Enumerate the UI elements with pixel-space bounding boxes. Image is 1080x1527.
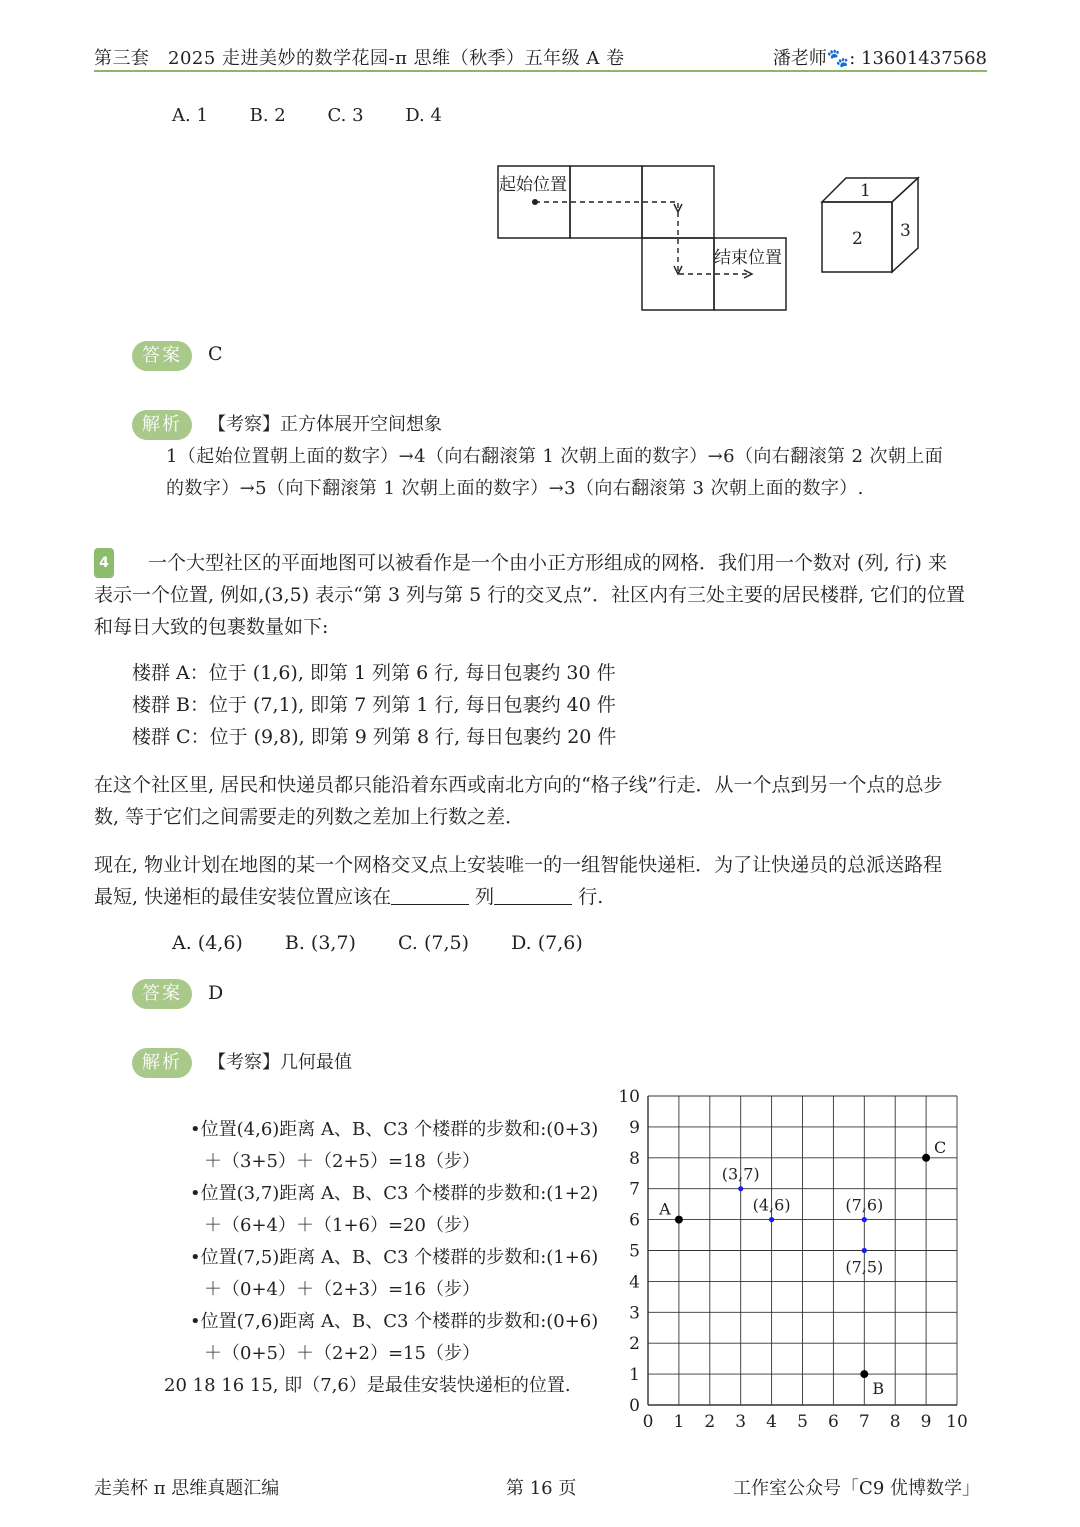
x-tick-label: 7 <box>858 1412 870 1432</box>
y-tick-label: 7 <box>629 1179 640 1200</box>
cube-diagram <box>818 174 926 278</box>
x-tick-label: 2 <box>704 1412 716 1432</box>
x-tick-label: 0 <box>642 1412 654 1432</box>
candidate-point <box>738 1186 743 1191</box>
q4-answer: D <box>208 982 224 1004</box>
solution-line: 位置(7,5)距离 A、B、C3 个楼群的步数和:(1+6) <box>200 1247 599 1268</box>
q3-option-c: C. 3 <box>327 105 364 126</box>
q4-rule-line: 数, 等于它们之间需要走的列数之差加上行数之差． <box>94 806 525 828</box>
coordinate-grid-chart <box>612 1082 972 1434</box>
x-tick-label: 6 <box>827 1412 839 1432</box>
candidate-label: (3,7) <box>721 1164 760 1184</box>
y-tick-label: 6 <box>629 1210 640 1231</box>
solution-item: •位置(3,7)距离 A、B、C3 个楼群的步数和:(1+2) <box>190 1183 599 1204</box>
row-answer-blank[interactable] <box>494 884 572 905</box>
solution-line: ＋（6+4）＋（1+6）=20（步） <box>204 1215 480 1236</box>
q4-analysis-tag: 解析 <box>132 1048 192 1078</box>
solution-conclusion: 20 18 16 15, 即（7,6）是最佳安装快递柜的位置. <box>164 1375 571 1396</box>
x-tick-label: 8 <box>889 1412 901 1432</box>
q3-answer-tag: 答案 <box>132 341 192 371</box>
candidate-label: (7,6) <box>845 1195 884 1215</box>
q3-option-b: B. 2 <box>249 105 286 126</box>
q4-rule-line: 在这个社区里, 居民和快递员都只能沿着东西或南北方向的“格子线”行走．从一个点到另一个点的总步 <box>94 774 943 796</box>
y-tick-label: 3 <box>629 1303 640 1324</box>
candidate-label: (4,6) <box>752 1195 791 1215</box>
q4-ask-text: 最短, 快递柜的最佳安装位置应该在 <box>94 886 392 908</box>
y-tick-label: 9 <box>629 1117 640 1138</box>
cube-top-number: 1 <box>860 181 871 201</box>
q4-stem-line: 一个大型社区的平面地图可以被看作是一个由小正方形组成的网格．我们用一个数对 (列, 行) 来 <box>148 552 947 574</box>
solution-item: •位置(7,6)距离 A、B、C3 个楼群的步数和:(0+6) <box>190 1311 599 1332</box>
q4-ask-line2 <box>94 881 603 913</box>
q4-stem-line: 和每日大致的包裹数量如下: <box>94 616 329 638</box>
q4-number-badge: 4 <box>94 548 114 578</box>
solution-item: •位置(4,6)距离 A、B、C3 个楼群的步数和:(0+3) <box>190 1119 599 1140</box>
q4-ask-row-word: 行. <box>578 886 604 908</box>
q3-analysis-line: 1（起始位置朝上面的数字）→4（向右翻滚第 1 次朝上面的数字）→6（向右翻滚第 2 次朝上面 <box>166 446 944 467</box>
q4-stem-line: 表示一个位置, 例如,(3,5) 表示“第 3 列与第 5 行的交叉点”．社区内有三处主要的居民楼群, 它们的位置 <box>94 584 966 606</box>
q4-option-b: B. (3,7) <box>284 932 356 954</box>
building-label: C <box>933 1137 947 1157</box>
candidate-point <box>862 1248 867 1253</box>
solution-line: ＋（0+4）＋（2+3）=16（步） <box>204 1279 480 1300</box>
building-label: A <box>659 1199 671 1219</box>
cube-net-diagram <box>496 164 792 314</box>
end-label: 结束位置 <box>714 248 782 268</box>
start-label: 起始位置 <box>499 175 567 195</box>
q3-analysis-topic: 【考察】正方体展开空间想象 <box>208 414 442 435</box>
footer-book-title: 走美杯 π 思维真题汇编 <box>94 1478 280 1499</box>
y-tick-label: 4 <box>629 1272 640 1293</box>
q3-options <box>172 105 478 126</box>
q4-option-a: A. (4,6) <box>172 932 243 954</box>
candidate-label: (7,5) <box>845 1257 884 1277</box>
q4-option-d: D. (7,6) <box>511 932 583 954</box>
y-tick-label: 2 <box>629 1334 640 1355</box>
building-label: B <box>872 1379 885 1399</box>
solution-line: 位置(7,6)距离 A、B、C3 个楼群的步数和:(0+6) <box>200 1311 599 1332</box>
q4-answer-tag: 答案 <box>132 979 192 1009</box>
y-tick-label: 1 <box>629 1365 640 1386</box>
q3-option-d: D. 4 <box>405 105 442 126</box>
candidate-point <box>769 1217 774 1222</box>
q4-ask-line: 现在, 物业计划在地图的某一个网格交叉点上安装唯一的一组智能快递柜．为了让快递员的总派送路程 <box>94 854 943 876</box>
x-tick-label: 9 <box>920 1412 932 1432</box>
building-point <box>922 1154 930 1162</box>
x-tick-label: 4 <box>766 1412 778 1432</box>
building-point <box>860 1370 868 1378</box>
solution-line: 位置(4,6)距离 A、B、C3 个楼群的步数和:(0+3) <box>200 1119 599 1140</box>
q3-analysis-line: 的数字）→5（向下翻滚第 1 次朝上面的数字）→3（向右翻滚第 3 次朝上面的数字）. <box>166 478 864 499</box>
header-title: 第三套 2025 走进美妙的数学花园-π 思维（秋季）五年级 A 卷 <box>94 48 625 69</box>
x-tick-label: 10 <box>946 1412 968 1432</box>
x-tick-label: 1 <box>673 1412 685 1432</box>
q4-options <box>172 932 619 954</box>
x-tick-label: 3 <box>735 1412 747 1432</box>
footer-account: 工作室公众号「C9 优博数学」 <box>733 1478 980 1499</box>
q3-option-a: A. 1 <box>172 105 208 126</box>
building-point <box>675 1216 683 1224</box>
cube-right-number: 3 <box>900 221 911 241</box>
q4-ask-column-word: 列 <box>475 886 495 908</box>
cube-front-number: 2 <box>852 229 863 249</box>
q3-answer: C <box>208 343 223 365</box>
building-a-line: 楼群 A：位于 (1,6), 即第 1 列第 6 行, 每日包裹约 30 件 <box>132 662 616 684</box>
q4-option-c: C. (7,5) <box>398 932 470 954</box>
footer-page-number: 第 16 页 <box>506 1478 577 1499</box>
y-tick-label: 8 <box>629 1148 640 1169</box>
y-tick-label: 0 <box>629 1396 640 1416</box>
column-answer-blank[interactable] <box>391 884 469 905</box>
header-divider <box>94 70 987 72</box>
building-c-line: 楼群 C：位于 (9,8), 即第 9 列第 8 行, 每日包裹约 20 件 <box>132 726 617 748</box>
y-tick-label: 5 <box>629 1241 640 1262</box>
solution-line: ＋（3+5）＋（2+5）=18（步） <box>204 1151 480 1172</box>
solution-line: ＋（0+5）＋（2+2）=15（步） <box>204 1343 480 1364</box>
q4-analysis-topic: 【考察】几何最值 <box>208 1052 352 1073</box>
header-contact: 潘老师🐾: 13601437568 <box>772 48 987 69</box>
building-b-line: 楼群 B：位于 (7,1), 即第 7 列第 1 行, 每日包裹约 40 件 <box>132 694 616 716</box>
solution-line: 位置(3,7)距离 A、B、C3 个楼群的步数和:(1+2) <box>200 1183 599 1204</box>
x-tick-label: 5 <box>797 1412 808 1432</box>
solution-item: •位置(7,5)距离 A、B、C3 个楼群的步数和:(1+6) <box>190 1247 599 1268</box>
candidate-point <box>862 1217 867 1222</box>
y-tick-label: 10 <box>618 1087 640 1107</box>
q3-analysis-tag: 解析 <box>132 410 192 440</box>
